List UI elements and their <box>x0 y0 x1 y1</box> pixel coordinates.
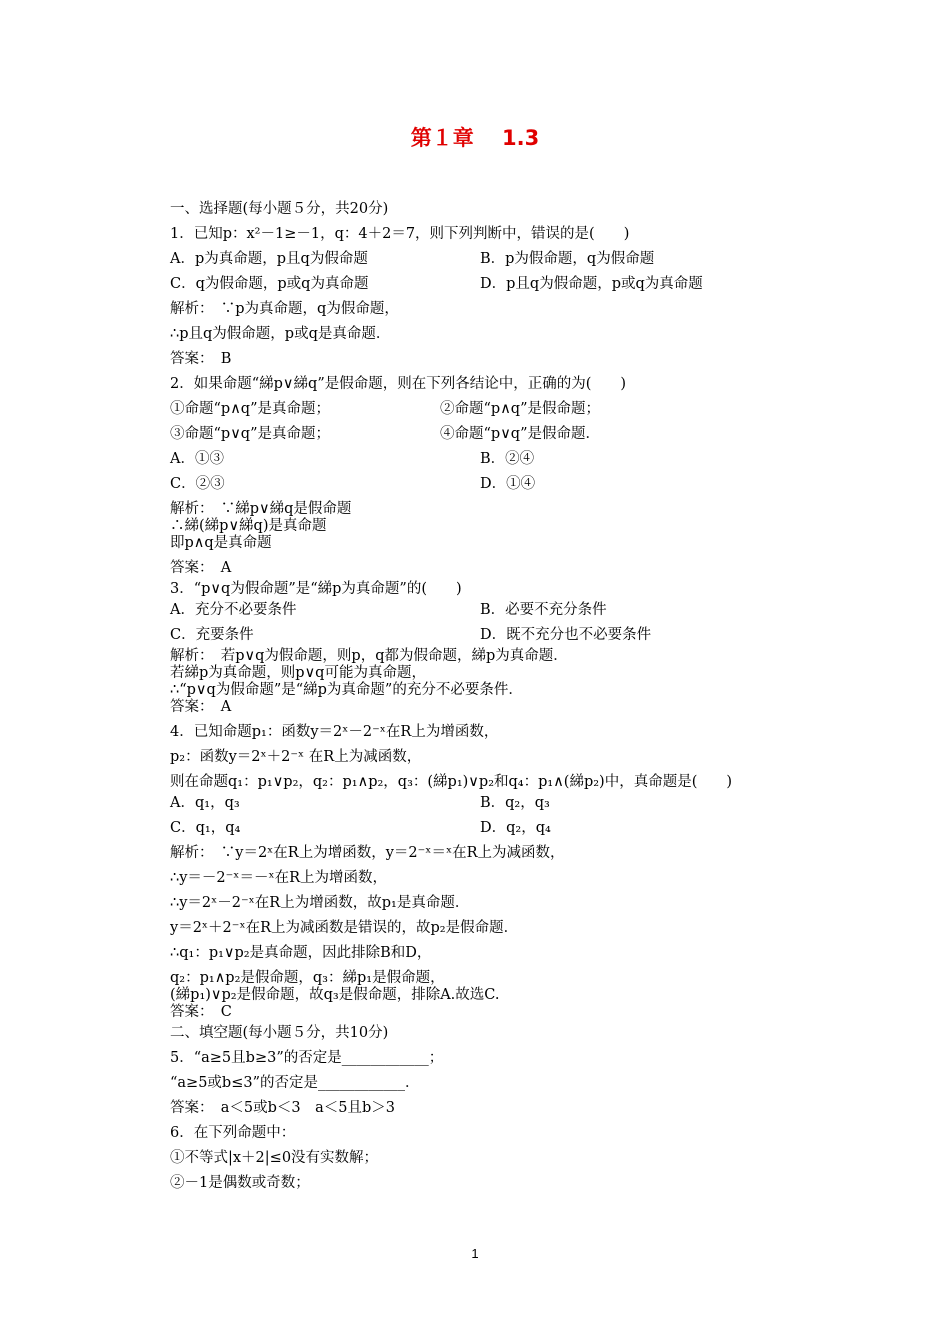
question-1-options-ab <box>170 247 820 272</box>
answer-line: 答案： A <box>170 699 232 715</box>
option-a: A．充分不必要条件 <box>170 602 297 618</box>
statement-2: ②命题“p∧q”是假命题； <box>440 401 601 417</box>
page-title: 第１章 1.3 <box>410 126 540 150</box>
question-2-statements <box>170 397 820 422</box>
statement-2: ②－1是偶数或奇数； <box>170 1175 310 1191</box>
question-4-options-ab <box>170 791 820 816</box>
option-a: A．①③ <box>170 451 224 467</box>
section-heading: 一、选择题(每小题５分，共20分) <box>170 201 389 217</box>
solution-line: q₂：p₁∧p₂是假命题，q₃：綈p₁是假命题， <box>170 970 445 986</box>
option-d: D．①④ <box>480 476 536 492</box>
solution-line: ∴“p∨q为假命题”是“綈p为真命题”的充分不必要条件． <box>170 682 523 698</box>
question-3-options-cd <box>170 623 820 648</box>
solution-line: ∴y＝－2⁻ˣ＝－ˣ在R上为增函数， <box>170 870 388 886</box>
question-5-stem: 5．“a≥5且b≥3”的否定是____________； <box>170 1050 444 1066</box>
solution-line: 解析： 若p∨q为假命题，则p，q都为假命题，綈p为真命题． <box>170 648 568 664</box>
option-c: C．②③ <box>170 476 225 492</box>
option-b: B．q₂，q₃ <box>480 795 550 811</box>
option-d: D．p且q为假命题，p或q为真命题 <box>480 276 703 292</box>
statement-1: ①命题“p∧q”是真命题； <box>170 401 331 417</box>
option-b: B．必要不充分条件 <box>480 602 607 618</box>
page-number: 1 <box>471 1246 479 1261</box>
answer-line: 答案： B <box>170 351 232 367</box>
question-2-statements <box>170 422 820 447</box>
solution-line: (綈p₁)∨p₂是假命题，故q₃是假命题，排除A.故选C. <box>170 987 500 1003</box>
statement-3: ③命题“p∨q”是真命题； <box>170 426 331 442</box>
option-b: B．②④ <box>480 451 535 467</box>
solution-line: 解析： ∵y＝2ˣ在R上为增函数，y＝2⁻ˣ＝ˣ在R上为减函数， <box>170 845 565 861</box>
question-5-stem: “a≥5或b≤3”的否定是____________． <box>170 1075 420 1091</box>
solution-line: ∴p且q为假命题，p或q是真命题． <box>170 326 391 342</box>
option-b: B．p为假命题，q为假命题 <box>480 251 655 267</box>
question-3-stem: 3．“p∨q为假命题”是“綈p为真命题”的( ) <box>170 581 462 597</box>
option-c: C．q₁，q₄ <box>170 820 241 836</box>
question-6-stem: 6．在下列命题中： <box>170 1125 296 1141</box>
question-2-options-cd <box>170 472 820 497</box>
solution-line: 即p∧q是真命题 <box>170 535 272 551</box>
option-a: A．q₁，q₃ <box>170 795 240 811</box>
statement-1: ①不等式|x＋2|≤0没有实数解； <box>170 1150 379 1166</box>
option-c: C．q为假命题，p或q为真命题 <box>170 276 369 292</box>
section-heading: 二、填空题(每小题５分，共10分) <box>170 1025 389 1041</box>
option-a: A．p为真命题，p且q为假命题 <box>170 251 368 267</box>
solution-line: ∴q₁：p₁∨p₂是真命题，因此排除B和D， <box>170 945 432 961</box>
question-4-options-cd <box>170 816 820 841</box>
question-3-options-ab <box>170 598 820 623</box>
document-body <box>170 197 820 1196</box>
statement-4: ④命题“p∨q”是假命题． <box>440 426 601 442</box>
solution-line: ∴y＝2ˣ－2⁻ˣ在R上为增函数，故p₁是真命题． <box>170 895 470 911</box>
question-4-stem: 则在命题q₁：p₁∨p₂，q₂：p₁∧p₂，q₃：(綈p₁)∨p₂和q₄：p₁∧(綈p₂)中，真命题是( ) <box>170 774 733 790</box>
question-4-stem: 4．已知命题p₁：函数y＝2ˣ－2⁻ˣ在R上为增函数， <box>170 724 499 740</box>
question-2-options-ab <box>170 447 820 472</box>
solution-line: 解析： ∵p为真命题，q为假命题， <box>170 301 399 317</box>
solution-line: ∴綈(綈p∨綈q)是真命题 <box>170 518 327 534</box>
answer-line: 答案： A <box>170 560 232 576</box>
option-d: D．q₂，q₄ <box>480 820 551 836</box>
question-4-stem: p₂：函数y＝2ˣ＋2⁻ˣ 在R上为减函数， <box>170 749 422 765</box>
solution-line: 若綈p为真命题，则p∨q可能为真命题， <box>170 665 426 681</box>
answer-line: 答案： a＜5或b＜3 a＜5且b＞3 <box>170 1100 396 1116</box>
solution-line: y＝2ˣ＋2⁻ˣ在R上为减函数是错误的，故p₂是假命题． <box>170 920 519 936</box>
solution-line: 解析： ∵綈p∨綈q是假命题 <box>170 501 352 517</box>
question-1-options-cd <box>170 272 820 297</box>
option-d: D．既不充分也不必要条件 <box>480 627 652 643</box>
question-2-stem: 2．如果命题“綈p∨綈q”是假命题，则在下列各结论中，正确的为( ) <box>170 376 627 392</box>
question-1-stem: 1．已知p：x²－1≥－1，q：4＋2＝7，则下列判断中，错误的是( ) <box>170 226 630 242</box>
option-c: C．充要条件 <box>170 627 254 643</box>
answer-line: 答案： C <box>170 1004 232 1020</box>
